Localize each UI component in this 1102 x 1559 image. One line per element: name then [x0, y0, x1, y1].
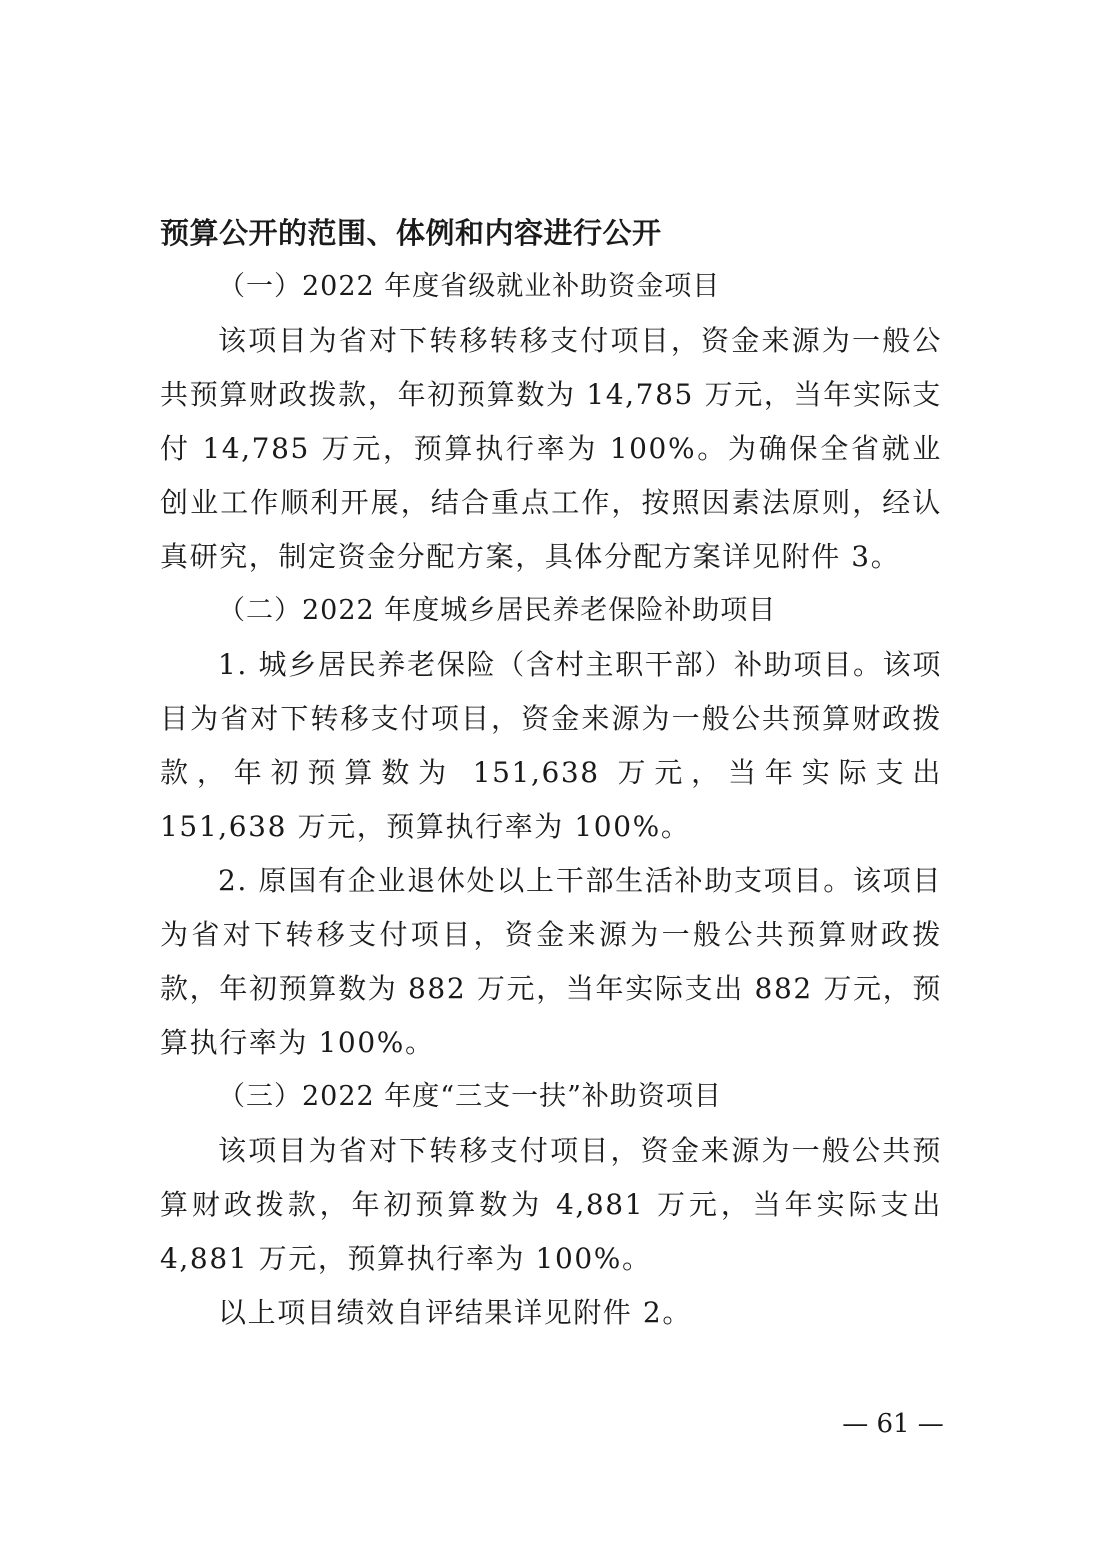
section-1-title: （一）2022 年度省级就业补助资金项目	[218, 271, 721, 302]
section-2-paragraph-1: 1. 城乡居民养老保险（含村主职干部）补助项目。该项目为省对下转移支付项目，资金来源为一般公共预算财政拨款，年初预算数为 151,638 万元，当年实际支出 151,638 万元，预算执行率为 100%。	[160, 648, 942, 843]
page-number: — 61 —	[842, 1409, 944, 1439]
section-2-title: （二）2022 年度城乡居民养老保险补助项目	[218, 595, 777, 626]
section-1-paragraph-1: 该项目为省对下转移转移支付项目，资金来源为一般公共预算财政拨款，年初预算数为 14,785 万元，当年实际支付 14,785 万元，预算执行率为 100%。为确保全省就业创业工作顺利开展，结合重点工作，按照因素法原则，经认真研究，制定资金分配方案，具体分配方案详见附件 3。	[160, 324, 942, 573]
section-3-paragraph-1: 该项目为省对下转移支付项目，资金来源为一般公共预算财政拨款，年初预算数为 4,881 万元，当年实际支出 4,881 万元，预算执行率为 100%。	[160, 1134, 942, 1275]
heading-continuation: 预算公开的范围、体例和内容进行公开	[160, 216, 662, 250]
closing-paragraph: 以上项目绩效自评结果详见附件 2。	[218, 1296, 692, 1329]
document-body	[160, 206, 942, 1340]
section-2-paragraph-2: 2. 原国有企业退休处以上干部生活补助支项目。该项目为省对下转移支付项目，资金来源为一般公共预算财政拨款，年初预算数为 882 万元，当年实际支出 882 万元，预算执行率为 100%。	[160, 864, 942, 1059]
section-3-title: （三）2022 年度“三支一扶”补助资项目	[218, 1081, 722, 1112]
